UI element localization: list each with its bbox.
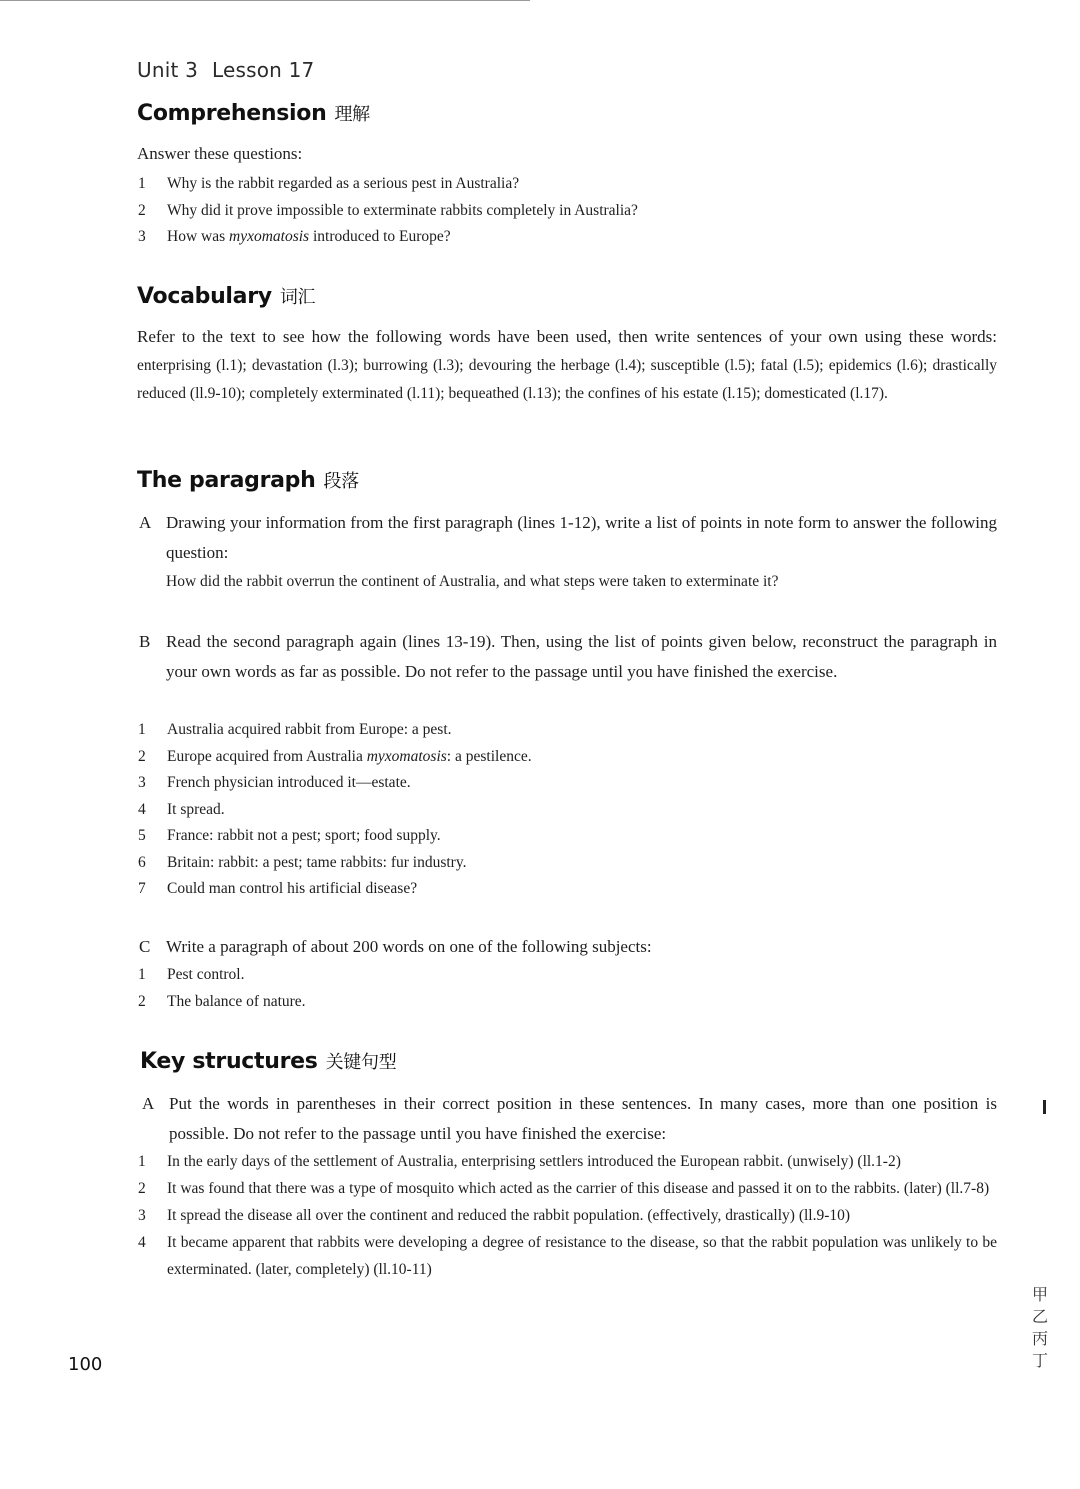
point-item: 1 Australia acquired rabbit from Europe: a pest. bbox=[138, 721, 452, 738]
subject-text: Pest control. bbox=[167, 966, 245, 983]
point-text: Britain: rabbit: a pest; tame rabbits: fur industry. bbox=[167, 853, 467, 871]
point-item: 7 Could man control his artificial disease? bbox=[138, 880, 418, 897]
exercise-a-text: Drawing your information from the first paragraph (lines 1-12), write a list of points in note form to answer the following question: bbox=[166, 513, 997, 562]
top-rule bbox=[0, 0, 530, 1]
margin-mark: 丁 bbox=[1031, 1351, 1048, 1370]
vocabulary-intro: Refer to the text to see how the following words have been used, then write sentences of your own using these words: bbox=[137, 327, 997, 346]
margin-mark: 乙 bbox=[1031, 1307, 1048, 1326]
sentence-item: 2 It was found that there was a type of mosquito which acted as the carrier of this disease and passed it on to the rabbits. (later) (ll.7-8) bbox=[138, 1180, 990, 1197]
page-header bbox=[137, 58, 314, 82]
question-item: 3 How was myxomatosis introduced to Europe? bbox=[138, 228, 451, 245]
comprehension-questions bbox=[137, 171, 997, 251]
paragraph-exercise-c bbox=[137, 932, 997, 962]
vocabulary-words: enterprising (l.1); devastation (l.3); burrowing (l.3); devouring the herbage (l.4); susceptible (l.5); fatal (l.5); epidemics (l.6); drastically reduced (ll.9-10); completely exterminated (l.11); bequeathed (l.13); the confines of his estate (l.15); domesticated (l.17). bbox=[137, 356, 997, 402]
margin-bar-mark bbox=[1043, 1100, 1046, 1114]
sentence-text: In the early days of the settlement of Australia, enterprising settlers introduced the European rabbit. (unwisely) (ll.1-2) bbox=[167, 1153, 901, 1170]
exercise-letter: A bbox=[139, 513, 152, 532]
vocabulary-text bbox=[137, 323, 997, 408]
subject-item: 2 The balance of nature. bbox=[138, 992, 306, 1010]
unit-label: Unit 3 bbox=[137, 58, 198, 82]
subject-item: 1 Pest control. bbox=[138, 966, 245, 983]
key-structures-a-text: Put the words in parentheses in their correct position in these sentences. In many cases, more than one position is possible. Do not refer to the passage until you have finished the exercise: bbox=[169, 1094, 997, 1143]
point-item: 3 French physician introduced it—estate. bbox=[138, 774, 411, 791]
comprehension-title-zh: 理解 bbox=[334, 104, 370, 125]
unit-lesson-label bbox=[137, 58, 314, 82]
point-text: Europe acquired from Australia myxomatosis: a pestilence. bbox=[167, 747, 532, 765]
margin-annotations bbox=[1030, 1284, 1050, 1372]
exercise-letter: C bbox=[139, 937, 151, 956]
question-text: Why did it prove impossible to exterminate rabbits completely in Australia? bbox=[167, 201, 638, 219]
point-item: 4 It spread. bbox=[138, 800, 225, 818]
question-text: Why is the rabbit regarded as a serious pest in Australia? bbox=[167, 175, 520, 192]
point-item: 5 France: rabbit not a pest; sport; food supply. bbox=[138, 827, 441, 844]
margin-mark: 丙 bbox=[1031, 1329, 1048, 1348]
vocabulary-title-zh: 词汇 bbox=[279, 287, 316, 308]
sentence-item: 3 It spread the disease all over the continent and reduced the rabbit population. (effectively, drastically) (ll.9-10) bbox=[138, 1207, 851, 1224]
point-item: 6 Britain: rabbit: a pest; tame rabbits: fur industry. bbox=[138, 853, 467, 871]
key-structures-title: Key structures bbox=[140, 1049, 318, 1074]
sentence-text: It was found that there was a type of mosquito which acted as the carrier of this disease and passed it on to the rabbits. (later) (ll.7-8) bbox=[167, 1180, 990, 1197]
exercise-c-subjects bbox=[137, 962, 997, 1015]
exercise-a-question: How did the rabbit overrun the continent of Australia, and what steps were taken to exterminate it? bbox=[166, 573, 779, 590]
sentence-text: It spread the disease all over the continent and reduced the rabbit population. (effectively, drastically) (ll.9-10) bbox=[167, 1207, 851, 1224]
sentence-item: 4 It became apparent that rabbits were developing a degree of resistance to the disease, so that the rabbit population was unlikely to be exterminated. (later, completely) (ll.10-11) bbox=[138, 1234, 997, 1278]
paragraph-exercise-b bbox=[137, 627, 997, 686]
key-structures-exercise-a bbox=[140, 1089, 997, 1148]
point-text: Could man control his artificial disease? bbox=[167, 880, 418, 897]
key-structures-title-zh: 关键句型 bbox=[325, 1052, 397, 1073]
paragraph-exercise-a bbox=[137, 508, 997, 597]
subject-text: The balance of nature. bbox=[167, 992, 306, 1010]
exercise-b-points bbox=[137, 717, 997, 903]
vocabulary-title: Vocabulary bbox=[137, 284, 272, 309]
exercise-b-text: Read the second paragraph again (lines 13-19). Then, using the list of points given below, reconstruct the paragraph in your own words as far as possible. Do not refer to the passage until you have finished the exercise. bbox=[166, 632, 997, 681]
lesson-label: Lesson 17 bbox=[212, 58, 315, 82]
page-number: 100 bbox=[68, 1354, 103, 1375]
key-structures-heading bbox=[140, 1048, 396, 1074]
question-text: How was myxomatosis introduced to Europe? bbox=[167, 228, 451, 245]
comprehension-heading bbox=[137, 100, 370, 126]
paragraph-title: The paragraph bbox=[137, 468, 316, 493]
exercise-letter: B bbox=[139, 632, 151, 651]
paragraph-heading bbox=[137, 467, 359, 493]
comprehension-prompt: Answer these questions: bbox=[137, 144, 303, 163]
question-item: 1 Why is the rabbit regarded as a serious pest in Australia? bbox=[138, 175, 520, 192]
point-item: 2 Europe acquired from Australia myxomatosis: a pestilence. bbox=[138, 747, 532, 765]
margin-mark: 甲 bbox=[1031, 1285, 1048, 1304]
key-structures-sentences bbox=[137, 1148, 997, 1283]
exercise-c-text: Write a paragraph of about 200 words on one of the following subjects: bbox=[166, 937, 652, 956]
point-text: It spread. bbox=[167, 800, 225, 818]
vocabulary-heading bbox=[137, 283, 315, 309]
point-text: France: rabbit not a pest; sport; food supply. bbox=[167, 827, 441, 844]
point-text: Australia acquired rabbit from Europe: a pest. bbox=[167, 721, 452, 738]
point-text: French physician introduced it—estate. bbox=[167, 774, 411, 791]
comprehension-title: Comprehension bbox=[137, 101, 327, 126]
sentence-item: 1 In the early days of the settlement of Australia, enterprising settlers introduced the European rabbit. (unwisely) (ll.1-2) bbox=[138, 1153, 901, 1170]
exercise-letter: A bbox=[142, 1094, 155, 1113]
sentence-text: It became apparent that rabbits were developing a degree of resistance to the disease, so that the rabbit population was unlikely to be exterminated. (later, completely) (ll.10-11) bbox=[167, 1234, 997, 1278]
question-item: 2 Why did it prove impossible to exterminate rabbits completely in Australia? bbox=[138, 201, 638, 219]
paragraph-title-zh: 段落 bbox=[323, 471, 359, 492]
